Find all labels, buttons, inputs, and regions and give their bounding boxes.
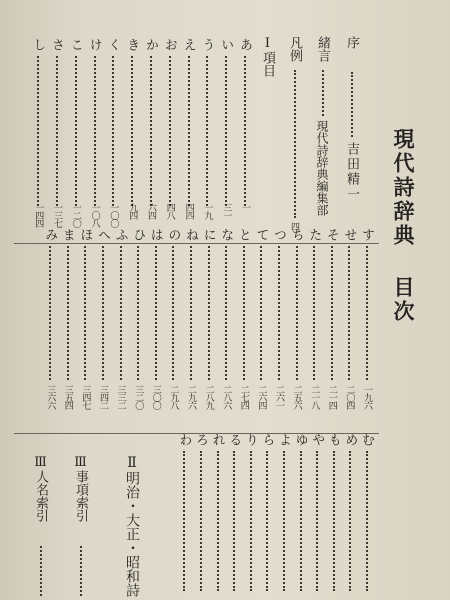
- entry-kana: そ: [323, 228, 339, 241]
- entry-kana: け: [86, 38, 102, 51]
- entry-kana: ら: [259, 433, 275, 446]
- entry-page: 三〇〇: [150, 385, 161, 409]
- entry-page: 一〇八: [89, 203, 100, 227]
- entry-leader: [283, 451, 286, 591]
- entry-kana: や: [309, 433, 325, 446]
- entry-page: 二九八: [168, 385, 179, 409]
- entry-leader: [67, 246, 70, 380]
- entry-kana: ね: [183, 228, 198, 241]
- entry-kana: お: [161, 38, 177, 51]
- entry-kana: へ: [95, 228, 110, 241]
- front-notes-leader: [294, 70, 297, 218]
- entry-leader: [102, 246, 105, 380]
- entry-kana: き: [124, 38, 140, 51]
- entry-kana: は: [147, 228, 163, 241]
- entry-kana: り: [242, 433, 258, 446]
- entry-page: 一四四: [33, 203, 44, 227]
- entry-kana: ふ: [112, 228, 128, 241]
- entry-leader: [120, 246, 123, 380]
- entry-page: 三二〇: [133, 385, 144, 409]
- entry-kana: ち: [288, 228, 304, 241]
- entry-page: 一二〇: [70, 203, 81, 227]
- entry-leader: [206, 56, 209, 206]
- entry-kana: の: [165, 228, 181, 241]
- front-preface-label: 序: [344, 36, 359, 49]
- page-title: 現代詩辞典 目次: [391, 128, 416, 324]
- entry-kana: つ: [271, 228, 286, 241]
- entry-leader: [300, 451, 303, 591]
- entry-leader: [313, 246, 316, 380]
- entry-leader: [260, 246, 263, 380]
- entry-leader: [348, 246, 351, 380]
- entry-kana: よ: [276, 433, 291, 446]
- entry-kana: ゆ: [292, 433, 308, 446]
- entry-page: 二七四: [238, 385, 249, 409]
- entry-leader: [331, 246, 334, 380]
- entry-leader: [131, 56, 134, 206]
- entry-kana: さ: [49, 38, 64, 51]
- entry-page: 三四二: [98, 385, 108, 409]
- entry-kana: め: [342, 433, 358, 446]
- front-foreword-label: 緒言: [315, 36, 330, 62]
- entry-kana: あ: [237, 38, 252, 51]
- entry-page: 二八六: [221, 385, 232, 409]
- entry-leader: [155, 246, 158, 380]
- entry-kana: く: [105, 38, 121, 51]
- entry-kana: れ: [209, 433, 225, 446]
- entry-page: 四八: [164, 203, 175, 219]
- section-poetry: Ⅱ明治・大正・昭和詩: [124, 455, 140, 597]
- entry-leader: [217, 451, 220, 591]
- entry-kana: た: [306, 228, 322, 241]
- entry-page: 一九: [202, 203, 213, 219]
- entry-leader: [250, 451, 253, 591]
- entry-page: 二〇四: [344, 385, 355, 409]
- entry-leader: [150, 56, 153, 206]
- entry-leader: [243, 246, 246, 380]
- entry-leader: [233, 451, 236, 591]
- entry-leader: [75, 56, 78, 206]
- entry-kana: こ: [67, 38, 83, 51]
- entry-kana: わ: [176, 433, 192, 446]
- entry-page: 二一四: [326, 385, 337, 409]
- entry-leader: [208, 246, 211, 380]
- entry-page: 二六四: [256, 385, 267, 409]
- entry-leader: [56, 56, 59, 206]
- entry-leader: [225, 246, 228, 380]
- entry-leader: [366, 451, 369, 591]
- section-subject-index-leader: [80, 546, 83, 596]
- entry-leader: [183, 451, 186, 591]
- entry-leader: [49, 246, 52, 380]
- entry-kana: か: [143, 38, 158, 51]
- entry-leader: [366, 246, 369, 380]
- entry-kana: う: [199, 38, 215, 51]
- entry-page: 三三二: [115, 385, 126, 409]
- entry-page: 二九六: [186, 385, 196, 409]
- entry-page: 二八九: [203, 385, 214, 409]
- entry-page: 六四: [146, 203, 156, 219]
- entry-page: 一九六: [362, 385, 372, 409]
- front-notes-page: 四: [289, 222, 299, 230]
- entry-kana: ろ: [193, 433, 208, 446]
- front-foreword-leader: [322, 70, 325, 116]
- entry-kana: て: [253, 228, 269, 241]
- entry-leader: [296, 246, 299, 380]
- section-name-index-leader: [40, 546, 43, 596]
- entry-leader: [84, 246, 87, 380]
- entry-leader: [94, 56, 97, 206]
- entry-leader: [266, 451, 269, 591]
- entry-kana: い: [218, 38, 234, 51]
- entry-leader: [169, 56, 172, 206]
- entry-leader: [316, 451, 319, 591]
- front-preface-leader: [351, 72, 354, 137]
- row-divider-upper: [14, 243, 379, 244]
- entry-page: 一〇〇: [108, 203, 119, 227]
- entry-leader: [137, 246, 140, 380]
- entry-leader: [37, 56, 40, 206]
- entry-page: 二一八: [309, 385, 320, 409]
- entry-page: 二六一: [274, 385, 284, 409]
- entry-page: 九四: [127, 203, 138, 219]
- entry-kana: せ: [341, 228, 357, 241]
- entry-kana: え: [180, 38, 196, 51]
- section-name-index: Ⅲ人名索引: [33, 455, 48, 522]
- entry-leader: [333, 451, 336, 591]
- entry-kana: ほ: [77, 228, 93, 241]
- entry-page: 三五四: [62, 385, 73, 409]
- entry-page: 三六六: [45, 385, 56, 409]
- front-notes-label: 凡例: [287, 36, 302, 62]
- entry-kana: と: [235, 228, 251, 241]
- entry-page: 三四七: [80, 385, 91, 409]
- front-foreword-author: 現代詩辞典編集部: [315, 120, 329, 216]
- entry-page: 三一: [221, 203, 232, 219]
- entry-page: 四四: [183, 203, 194, 219]
- entry-leader: [172, 246, 175, 380]
- entry-leader: [225, 56, 228, 206]
- entry-page: 二五六: [291, 385, 302, 409]
- section-subject-index: Ⅲ事項索引: [73, 455, 88, 522]
- entry-leader: [349, 451, 352, 591]
- entry-leader: [112, 56, 115, 206]
- entry-leader: [244, 56, 247, 206]
- entry-kana: も: [325, 433, 341, 446]
- entry-kana: す: [359, 228, 374, 241]
- front-items-label: Ⅰ項目: [260, 36, 275, 77]
- front-preface-author: 吉田精一: [344, 142, 359, 202]
- entry-kana: み: [42, 228, 58, 241]
- entry-leader: [278, 246, 281, 380]
- entry-kana: ま: [59, 228, 75, 241]
- entry-page: 一: [240, 203, 250, 211]
- entry-leader: [190, 246, 193, 380]
- entry-leader: [188, 56, 191, 206]
- entry-kana: に: [200, 228, 216, 241]
- entry-kana: む: [359, 433, 374, 446]
- entry-kana: ひ: [130, 228, 146, 241]
- entry-kana: る: [226, 433, 242, 446]
- entry-kana: し: [30, 38, 46, 51]
- entry-page: 一三七: [52, 203, 62, 227]
- entry-leader: [200, 451, 203, 591]
- entry-kana: な: [218, 228, 234, 241]
